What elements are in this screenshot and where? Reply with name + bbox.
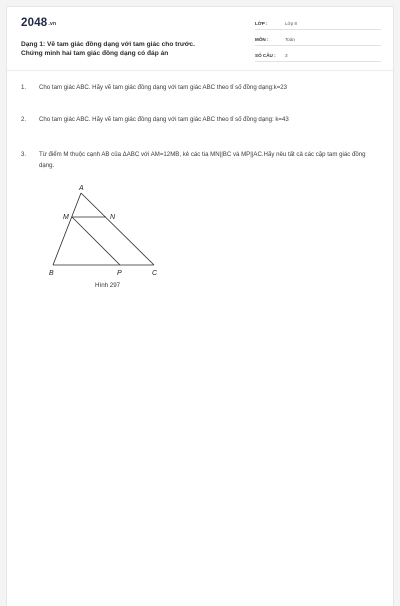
document-title <box>21 40 241 58</box>
meta-label: LỚP : <box>255 21 268 26</box>
point-label-a: A <box>79 185 84 192</box>
title-line-1: Dạng 1: Vẽ tam giác đồng dạng với tam giác cho trước. <box>21 41 195 48</box>
point-label-p: P <box>117 270 122 277</box>
point-label-c: C <box>152 270 158 277</box>
meta-label: SỐ CÂU : <box>255 53 276 58</box>
worksheet-page <box>6 6 394 606</box>
segment-ab <box>53 193 81 265</box>
meta-value: Toán <box>285 37 295 42</box>
meta-value: 3 <box>285 53 288 58</box>
meta-value: Lớp 8 <box>285 21 297 26</box>
meta-subject <box>255 34 381 46</box>
worksheet-header <box>7 7 393 71</box>
logo-domain: .vn <box>48 21 57 27</box>
question-text: Cho tam giác ABC. Hãy vẽ tam giác đồng dạng với tam giác ABC theo tỉ số đồng dạng:k=23 <box>39 84 288 91</box>
title-line-2: Chứng minh hai tam giác đồng dạng có đáp án <box>21 50 169 57</box>
site-logo[interactable] <box>21 17 56 29</box>
question-text: Từ điểm M thuộc cạnh AB của ΔABC với AM=12MB, kẻ các tia MN||BC và MP||AC.Hãy nêu tất cả các cặp tam giác đồng dạng. <box>39 151 366 169</box>
question-number: 3. <box>21 151 27 158</box>
segment-ac <box>81 193 154 265</box>
figure-caption: Hình 297 <box>95 282 121 289</box>
meta-label: MÔN : <box>255 37 269 42</box>
question-text: Cho tam giác ABC. Hãy vẽ tam giác đồng dạng với tam giác ABC theo tỉ số đồng dạng: k=43 <box>39 116 289 123</box>
question-number: 1. <box>21 84 27 91</box>
point-label-m: M <box>63 214 69 221</box>
logo-text: 2048 <box>21 17 48 29</box>
question-number: 2. <box>21 116 27 123</box>
point-label-b: B <box>49 270 54 277</box>
meta-class <box>255 18 381 30</box>
meta-question-count <box>255 50 381 62</box>
point-label-n: N <box>110 214 116 221</box>
triangle-figure <box>41 183 171 295</box>
